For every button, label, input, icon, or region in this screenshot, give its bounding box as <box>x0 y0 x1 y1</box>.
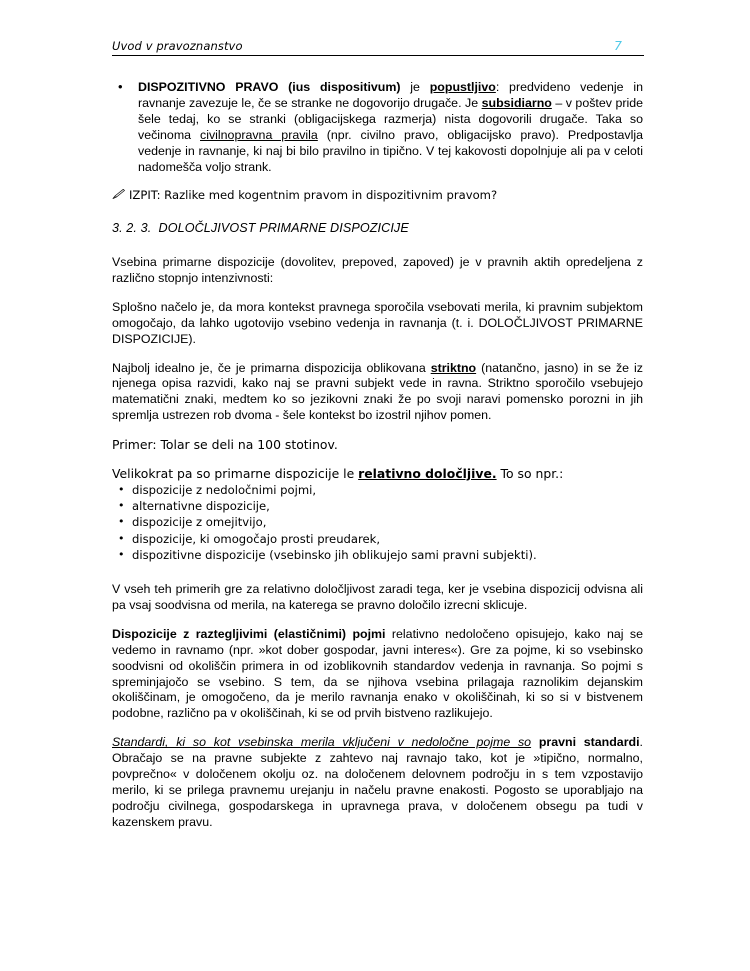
top-bullet-list <box>112 80 643 175</box>
list-item: • dispozicije, ki omogočajo prosti preudarek, <box>112 531 643 547</box>
section-number: 3. 2. 3. <box>112 221 152 236</box>
paragraph-6: V vseh teh primerih gre za relativno določljivost zaradi tega, ker je vsebina dispozicij odvisna ali pa vsaj soodvisna od merila, na katerega se pravno določilo izrecni sklicuje. <box>112 582 643 612</box>
text-run: . Obračajo se na pravne subjekte z zahtevo naj ravnajo tako, kot je »tipično, normalno, povprečno« v določenem okolju oz. na določenem delovnem področju in s tem vzpostavijo merilo, ki se prilega pravnemu urejanju in načelu pravne enakosti. Pogosto se uporabljajo na področju civilnega, gospodarskega in upravnega prava, v določenem obsegu pa tudi v kazenskem pravu. <box>112 735 643 829</box>
term-subsidiarno: subsidiarno <box>481 95 552 110</box>
paragraph-2: Splošno načelo je, da mora kontekst pravnega sporočila vsebovati merila, ki pravnim subjektom omogočajo, da lahko ugotovijo vsebino vedenja in ravnanja (t. i. DOLOČLJIVOST PRIMARNE DISPOZICIJE). <box>112 299 643 346</box>
text-run: To so npr.: <box>496 466 564 482</box>
term-raztegljivi-pojmi: Dispozicije z raztegljivimi (elastičnimi) pojmi <box>112 626 386 641</box>
term-civilnopravna-pravila: civilnopravna pravila <box>200 127 318 142</box>
document-body <box>112 80 643 844</box>
section-title: DOLOČLJIVOST PRIMARNE DISPOZICIJE <box>158 221 409 236</box>
term-striktno: striktno <box>430 360 477 375</box>
pencil-icon <box>112 189 125 200</box>
page-number: 7 <box>614 38 622 53</box>
text-run: Velikokrat pa so primarne dispozicije le <box>112 466 359 482</box>
text-run: Najbolj idealno je, če je primarna dispozicija oblikovana <box>112 360 431 375</box>
paragraph-1: Vsebina primarne dispozicije (dovolitev, prepoved, zapoved) je v pravnih aktih opredeljena z različno stopnjo intenzivnosti: <box>112 255 643 285</box>
paragraph-8 <box>112 735 643 830</box>
exam-question-text: IZPIT: Razlike med kogentnim pravom in dispozitivnim pravom? <box>129 188 498 203</box>
exam-note <box>112 188 643 204</box>
term-relativno-dolocljive: relativno določljive. <box>358 466 497 482</box>
list-item: • dispozicije z nedoločnimi pojmi, <box>112 482 643 498</box>
paragraph-5 <box>112 466 643 482</box>
term-pravni-standardi: pravni standardi <box>538 735 640 750</box>
text-run: (npr. civilno pravo, obligacijsko pravo). Predpostavlja vedenje in ravnanje, ki naj bi bilo pravilno in tipično. V tej kakovosti dopolnjuje ali pa v celoti nadomešča voljo strank. <box>138 127 643 174</box>
list-item: • dispozitivne dispozicije (vsebinsko jih oblikujejo sami pravni subjekti). <box>112 547 643 563</box>
text-run <box>531 735 539 749</box>
list-item <box>112 80 643 175</box>
text-run: – v poštev pride šele tedaj, ko se stranki (obligacijskega razmerja) nista dogovorili drugače. Taka so večinoma <box>138 95 643 142</box>
paragraph-example: Primer: Tolar se deli na 100 stotinov. <box>112 437 338 453</box>
text-run: : predvideno vedenje in ravnanje zavezuje le, če se stranke ne dogovorijo drugače. Je <box>138 80 643 110</box>
header-title: Uvod v pravoznanstvo <box>112 39 243 53</box>
list-item: • alternativne dispozicije, <box>112 498 643 514</box>
list-item: • dispozicije z omejitvijo, <box>112 514 643 530</box>
term-standardi: Standardi, ki so kot vsebinska merila vključeni v nedoločne pojme so <box>112 735 532 750</box>
section-heading <box>112 220 643 236</box>
relative-determinability-list <box>112 482 643 563</box>
paragraph-7 <box>112 627 643 722</box>
text-run: relativno nedoločeno opisujejo, kako naj se vedemo in ravnamo (npr. »kot dober gospodar, javni interes«). Gre za pojme, ki so vsebinsko soodvisni od okoliščin primera in od izoblikovnih standardov vedenja in ravnanja. So pojmi s spreminjajočo se vsebino. S tem, da se njihova vsebina prilagaja raznolikim dejanskim okoliščinam, je omogočeno, da je merilo ravnanja enako v okoliščinah, ki so si v bistvenem podobne, različno pa v okoliščinah, ki se od prvih bistveno razlikujejo. <box>112 626 643 721</box>
text-run: (natančno, jasno) in se že iz njenega opisa razvidi, kako naj se pravni subjekt vede in ravna. Striktno sporočilo vsebujejo matematični znaki, medtem ko so jezikovni znaki že po svoji naravi pomensko porozni in jih spremlja ustrezen rob dvoma - šele kontekst bo izostril njihov pomen. <box>112 360 643 423</box>
page-header <box>112 38 644 56</box>
paragraph-3 <box>112 361 643 425</box>
term-dispozitivno-pravo: DISPOZITIVNO PRAVO (ius dispositivum) <box>138 80 401 94</box>
term-popustljivo: popustljivo <box>429 80 496 94</box>
text-run: je <box>400 80 430 94</box>
